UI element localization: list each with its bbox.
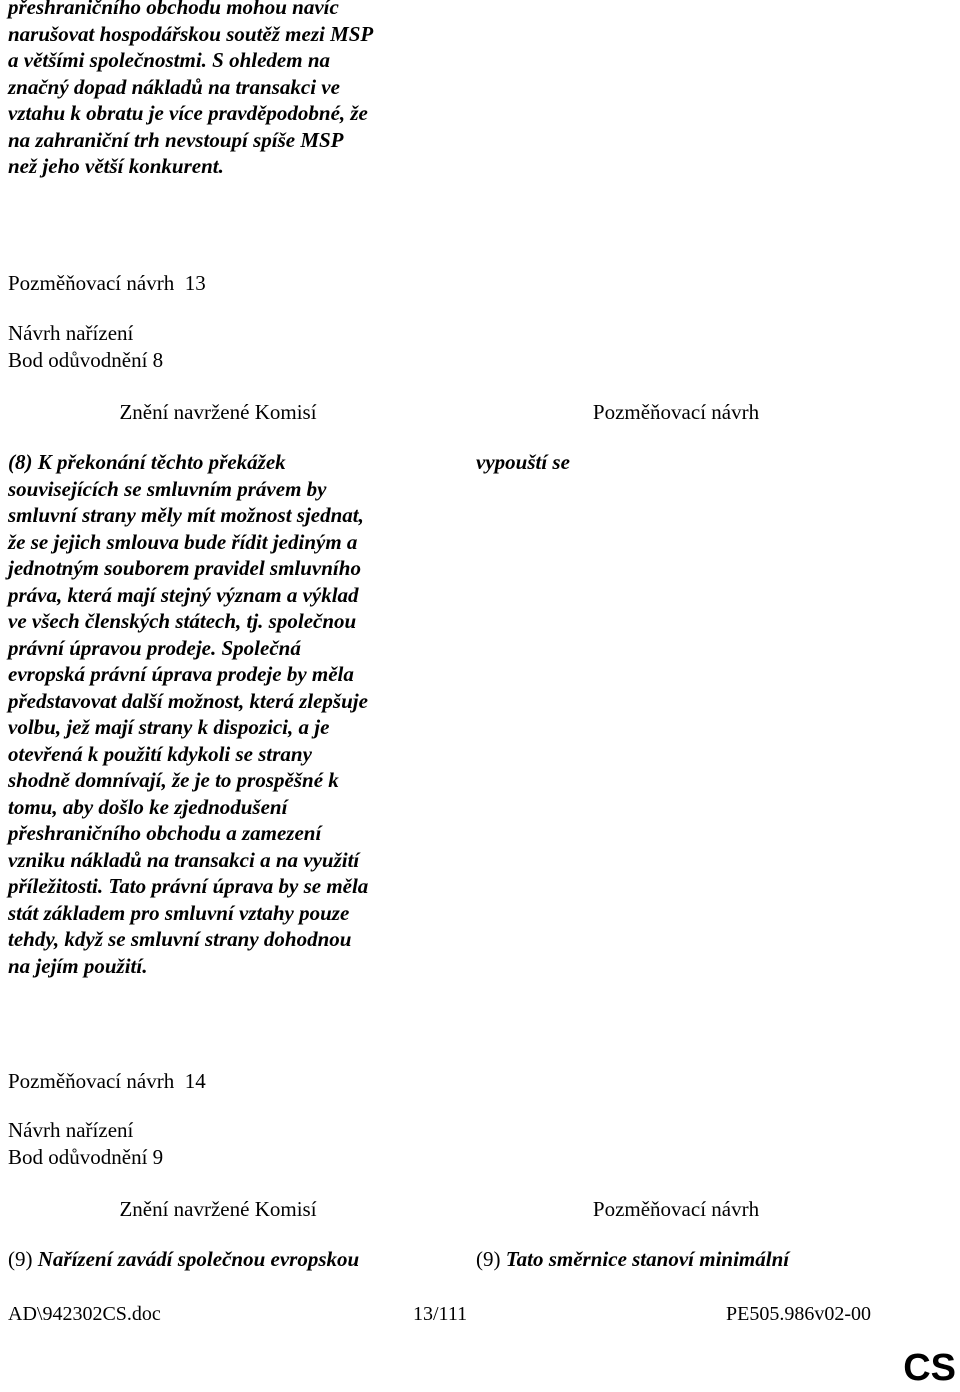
proposal-label: Návrh nařízení bbox=[8, 1118, 134, 1142]
language-code: CS bbox=[903, 1347, 956, 1389]
text-line: právní úpravou prodeje. Společná bbox=[8, 635, 301, 660]
text-line: na jejím použití. bbox=[8, 953, 148, 978]
recital-text: Tato směrnice stanoví minimální bbox=[505, 1247, 790, 1271]
recital-label: Bod odůvodnění 9 bbox=[8, 1144, 164, 1169]
carryover-line: a většími společnostmi. S ohledem na bbox=[8, 48, 331, 72]
text-line: tehdy, když se smluvní strany dohodnou bbox=[8, 927, 352, 951]
text-line: smluvní strany měly mít možnost sjednat, bbox=[8, 503, 364, 527]
text-line: jednotným souborem pravidel smluvního bbox=[8, 556, 361, 580]
text-line: stát základem pro smluvní vztahy pouze bbox=[8, 900, 350, 925]
text-line: představovat další možnost, která zlepšuje bbox=[8, 688, 368, 713]
text-line: shodně domnívají, že je to prospěšné k bbox=[8, 768, 339, 792]
column-header-amendment: Pozměňovací návrh bbox=[592, 1197, 760, 1221]
proposal-label: Návrh nařízení bbox=[8, 321, 134, 345]
amendment-13-reference bbox=[8, 320, 163, 373]
text-line: příležitosti. Tato právní úprava by se měla bbox=[8, 874, 369, 898]
footer-pe-reference: PE505.986v02-00 bbox=[726, 1303, 871, 1325]
recital-text: Nařízení zavádí společnou evropskou bbox=[37, 1247, 360, 1271]
footer-doc-reference: AD\942302CS.doc bbox=[8, 1303, 161, 1325]
text-line: otevřená k použití kdykoli se strany bbox=[8, 741, 312, 766]
amendment-title: Pozměňovací návrh 13 bbox=[8, 271, 206, 295]
column-header-amendment: Pozměňovací návrh bbox=[592, 400, 760, 424]
carryover-line: přeshraničního obchodu mohou navíc bbox=[8, 0, 339, 19]
text-line: přeshraničního obchodu a zamezení bbox=[8, 821, 322, 845]
text-line: ve všech členských státech, tj. společnou bbox=[8, 609, 357, 633]
footer-page-number: 13/111 bbox=[413, 1303, 468, 1325]
amendment-text-recital-8: vypouští se bbox=[476, 450, 570, 474]
amendment-14-reference bbox=[8, 1117, 163, 1170]
carryover-paragraph bbox=[8, 0, 428, 180]
column-header-commission: Znění navržené Komisí bbox=[119, 400, 317, 424]
text-line: evropská právní úprava prodeje by měla bbox=[8, 662, 354, 686]
amendment-14-title bbox=[8, 1068, 206, 1095]
recital-number: (9) bbox=[476, 1247, 506, 1271]
text-line: práva, která mají stejný význam a výklad bbox=[8, 582, 359, 607]
commission-text-recital-9 bbox=[8, 1246, 428, 1273]
amendment-13-title bbox=[8, 270, 206, 297]
recital-label: Bod odůvodnění 8 bbox=[8, 347, 164, 372]
text-line: že se jejich smlouva bude řídit jediným a bbox=[8, 529, 358, 554]
text-line: vzniku nákladů na transakci a na využití bbox=[8, 847, 360, 872]
carryover-line: vztahu k obratu je více pravděpodobné, že bbox=[8, 101, 368, 125]
recital-number: (9) bbox=[8, 1247, 38, 1271]
text-line: tomu, aby došlo ke zjednodušení bbox=[8, 794, 288, 819]
carryover-line: než jeho větší konkurent. bbox=[8, 154, 224, 178]
carryover-line: na zahraniční trh nevstoupí spíše MSP bbox=[8, 127, 344, 152]
column-header-commission: Znění navržené Komisí bbox=[119, 1197, 317, 1221]
amendment-text-recital-9 bbox=[476, 1246, 916, 1273]
amendment-title: Pozměňovací návrh 14 bbox=[8, 1069, 206, 1093]
carryover-line: značný dopad nákladů na transakci ve bbox=[8, 74, 340, 99]
text-line: volbu, jež mají strany k dispozici, a je bbox=[8, 715, 330, 739]
text-line: (8) K překonání těchto překážek bbox=[8, 450, 286, 474]
carryover-line: narušovat hospodářskou soutěž mezi MSP bbox=[8, 21, 374, 46]
text-line: souvisejících se smluvním právem by bbox=[8, 476, 327, 501]
commission-text-recital-8 bbox=[8, 449, 428, 979]
